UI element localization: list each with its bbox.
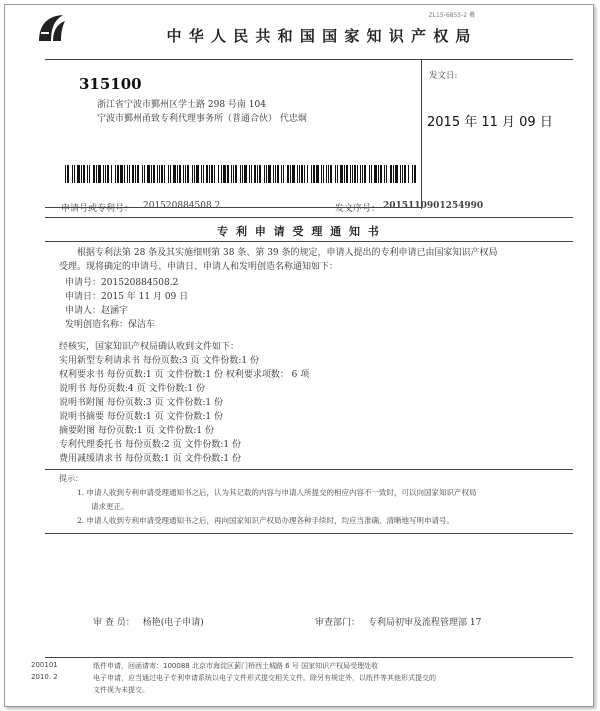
barcode-bar <box>161 165 163 183</box>
notice-page <box>4 4 594 707</box>
barcode-bar <box>414 165 416 183</box>
file-item: 专利代理委托书 每份页数:2 页 文件份数:1 份 <box>59 440 241 450</box>
barcode-bar <box>297 165 298 183</box>
barcode-bar <box>337 165 338 183</box>
barcode-bar <box>313 165 315 183</box>
barcode-bar <box>384 165 385 183</box>
barcode-bar <box>364 165 366 183</box>
barcode-bar <box>187 165 189 183</box>
barcode-bar <box>209 165 210 183</box>
barcode-bar <box>321 165 322 183</box>
detail-value: 赵涵宇 <box>101 306 129 316</box>
detail-app-no <box>65 275 178 288</box>
barcode-bar <box>183 165 184 183</box>
form-code: ZL15-6855-2 機 <box>428 12 475 19</box>
barcode-bar <box>196 165 199 183</box>
barcode-bar <box>221 165 222 183</box>
barcode-bar <box>254 165 256 183</box>
examiner <box>93 615 204 628</box>
barcode-bar <box>268 165 271 183</box>
barcode-bar <box>81 165 82 183</box>
barcode-bar <box>242 165 243 183</box>
barcode-bar <box>328 165 329 183</box>
barcode-bar <box>390 165 392 183</box>
barcode-bar <box>173 165 176 183</box>
barcode-bar <box>93 165 95 183</box>
barcode-bar <box>144 165 145 183</box>
header-rule <box>45 59 573 60</box>
barcode-bar <box>151 165 152 183</box>
barcode-bar <box>135 165 136 183</box>
header-title: 中 华 人 民 共 和 国 国 家 知 识 产 权 局 <box>166 27 472 45</box>
barcode-bar <box>378 165 379 183</box>
barcode-bar <box>275 165 276 183</box>
barcode-bar <box>311 165 312 183</box>
barcode-bar <box>323 165 324 183</box>
barcode-bar <box>301 165 303 183</box>
barcode-bar <box>214 165 215 183</box>
barcode-bar <box>127 165 128 183</box>
footer-line: 纸件申请，回函请寄：100088 北京市海淀区蓟门桥西土城路 6 号 国家知识产权局受理处收 <box>93 662 379 670</box>
file-item: 说明书附图 每份页数:3 页 文件份数:1 份 <box>59 398 223 408</box>
barcode-bar <box>244 165 247 183</box>
barcode-bar <box>400 165 401 183</box>
barcode-bar <box>371 165 372 183</box>
detail-invention-title <box>65 317 155 330</box>
agency: 宁波市鄞州甬致专利代理事务所（普通合伙） 代忠炯 <box>97 114 307 124</box>
dept-label: 审查部门： <box>315 618 361 628</box>
barcode-bar <box>77 165 80 183</box>
detail-label: 发明创造名称： <box>65 320 129 330</box>
barcode-bar <box>257 165 258 183</box>
barcode-bar <box>292 165 295 183</box>
barcode-bar <box>380 165 382 183</box>
file-item: 实用新型专利请求书 每份页数:3 页 文件份数:1 份 <box>59 356 259 366</box>
footer-rule <box>45 657 573 658</box>
postcode: 315100 <box>79 75 142 93</box>
barcode-bar <box>96 165 97 183</box>
barcode-bar <box>360 165 361 183</box>
footer-line: 电子申请，应当通过电子专利申请系统以电子文件形式提交相关文件。除另有规定外，以纸件等其他形式提交的 <box>93 674 436 682</box>
barcode-bar <box>105 165 106 183</box>
barcode-bar <box>142 165 143 183</box>
file-item: 权利要求书 每份页数:1 页 文件份数:1 份 权利要求项数： 6 项 <box>59 370 310 380</box>
barcode-bar <box>233 165 234 183</box>
barcode-bar <box>344 165 345 183</box>
detail-value: 保洁车 <box>128 320 156 330</box>
serial-label: 发文序号： <box>335 204 381 214</box>
notes-bottom-rule <box>45 533 573 534</box>
barcode-bar <box>132 165 134 183</box>
barcode-bar <box>117 165 119 183</box>
barcode-bar <box>249 165 250 183</box>
footer-line: 文件视为未提交。 <box>93 686 149 694</box>
app-no: 201520884508.2 <box>143 201 221 211</box>
barcode-bar <box>98 165 101 183</box>
barcode-bar <box>67 165 69 183</box>
barcode-bar <box>369 165 370 183</box>
barcode-bar <box>287 165 289 183</box>
barcode-bar <box>211 165 213 183</box>
barcode-bar <box>395 165 398 183</box>
barcode-bar <box>374 165 377 183</box>
file-item: 摘要附图 每份页数:1 页 文件份数:1 份 <box>59 426 214 436</box>
footer-code: 200101 <box>31 661 58 669</box>
barcode-bar <box>223 165 226 183</box>
examiner-label: 审 查 员： <box>93 618 135 628</box>
footer-code: 2010. 2 <box>31 673 58 681</box>
issue-date: 2015 年 11 月 09 日 <box>427 115 553 130</box>
barcode-bar <box>231 165 232 183</box>
detail-applicant <box>65 303 128 316</box>
barcode-bar <box>65 165 66 183</box>
serial-no: 2015110901254990 <box>383 201 484 211</box>
barcode-bar <box>170 165 171 183</box>
barcode-bar <box>251 165 252 183</box>
note-line: 1. 申请人收到专利申请受理通知书之后，认为其记载的内容与申请人所提交的相应内容不一致时，可以向国家知识产权局 <box>77 488 477 497</box>
barcode-bar <box>89 165 90 183</box>
barcode-bar <box>393 165 394 183</box>
barcode-bar <box>235 165 237 183</box>
barcode-bar <box>103 165 104 183</box>
barcode-bar <box>129 165 130 183</box>
detail-value: 2015 年 11 月 09 日 <box>101 292 189 302</box>
date-label: 发文日: <box>429 71 458 81</box>
barcode-bar <box>346 165 348 183</box>
barcode-bar <box>273 165 274 183</box>
barcode-bar <box>177 165 178 183</box>
barcode-bar <box>192 165 193 183</box>
notes-rule <box>45 469 573 470</box>
barcode-bar <box>194 165 195 183</box>
detail-label: 申请人： <box>65 306 102 316</box>
barcode-bar <box>316 165 319 183</box>
barcode-bar <box>111 165 112 183</box>
barcode-bar <box>157 165 158 183</box>
barcode-bar <box>350 165 351 183</box>
barcode-bar <box>124 165 125 183</box>
address: 浙江省宁波市鄞州区学士路 298 号南 104 <box>97 100 266 110</box>
barcode-bar <box>352 165 353 183</box>
detail-value: 201520884508.2 <box>101 278 179 288</box>
barcode-bar <box>412 165 413 183</box>
barcode-bar <box>227 165 229 183</box>
file-item: 说明书摘要 每份页数:1 页 文件份数:1 份 <box>59 412 223 422</box>
title-rule <box>45 241 573 242</box>
barcode-bar <box>120 165 123 183</box>
files-intro: 经核实，国家知识产权局确认收到文件如下： <box>59 342 240 352</box>
barcode-bar <box>179 165 181 183</box>
barcode-bar <box>240 165 241 183</box>
barcode-bar <box>402 165 403 183</box>
file-item: 说明书 每份页数:4 页 文件份数:1 份 <box>59 384 205 394</box>
review-dept <box>315 615 481 628</box>
barcode-bar <box>185 165 186 183</box>
barcode-bar <box>290 165 291 183</box>
barcode-bar <box>168 165 169 183</box>
barcode-bar <box>340 165 343 183</box>
barcode-bar <box>404 165 406 183</box>
date-column-divider <box>421 59 422 209</box>
barcode-bar <box>264 165 265 183</box>
barcode-bar <box>206 165 208 183</box>
doc-title: 专 利 申 请 受 理 通 知 书 <box>217 225 381 238</box>
note-line: 2. 申请人收到专利申请受理通知书之后，再向国家知识产权局办理各种手续时，均应当准确、清晰地写明申请号。 <box>77 516 455 525</box>
barcode-bar <box>87 165 88 183</box>
barcode-bar <box>357 165 358 183</box>
barcode-bar <box>281 165 282 183</box>
notes-label: 提示： <box>59 474 83 483</box>
barcode-bar <box>386 165 387 183</box>
barcode-bar <box>137 165 139 183</box>
examiner-name: 杨艳(电子申请) <box>142 618 204 628</box>
barcode-bar <box>147 165 150 183</box>
file-item: 费用减缓请求书 每份页数:1 页 文件份数:1 份 <box>59 454 241 464</box>
barcode-bar <box>164 165 165 183</box>
detail-label: 申请号： <box>65 278 102 288</box>
barcode-bar <box>354 165 356 183</box>
barcode-bar <box>335 165 336 183</box>
barcode-bar <box>266 165 267 183</box>
ids-rule <box>45 217 573 218</box>
barcode-bar <box>307 165 308 183</box>
barcode-bar <box>74 165 75 183</box>
barcode <box>65 165 417 183</box>
intro-line-1: 根据专利法第 28 条及其实施细则第 38 条、第 39 条的规定，申请人提出的专利申请已由国家知识产权局 <box>77 248 498 258</box>
barcode-bar <box>277 165 279 183</box>
barcode-bar <box>304 165 305 183</box>
dept-name: 专利局初审及流程管理部 17 <box>368 618 482 628</box>
barcode-bar <box>283 165 284 183</box>
barcode-bar <box>203 165 204 183</box>
detail-label: 申请日： <box>65 292 102 302</box>
barcode-bar <box>259 165 261 183</box>
detail-app-date <box>65 289 188 302</box>
barcode-bar <box>330 165 332 183</box>
barcode-bar <box>72 165 73 183</box>
barcode-bar <box>218 165 219 183</box>
barcode-bar <box>299 165 300 183</box>
barcode-bar <box>153 165 155 183</box>
barcode-bar <box>159 165 160 183</box>
barcode-bar <box>408 165 409 183</box>
barcode-bar <box>83 165 85 183</box>
app-no-label: 申请号或专利号： <box>61 204 134 214</box>
barcode-bar <box>326 165 328 183</box>
barcode-bar <box>362 165 363 183</box>
note-line: 请求更正。 <box>91 502 129 511</box>
barcode-bar <box>115 165 116 183</box>
barcode-bar <box>201 165 202 183</box>
barcode-bar <box>107 165 109 183</box>
intro-line-2: 受理。现将确定的申请号、申请日、申请人和发明创造名称通知如下： <box>59 262 339 272</box>
